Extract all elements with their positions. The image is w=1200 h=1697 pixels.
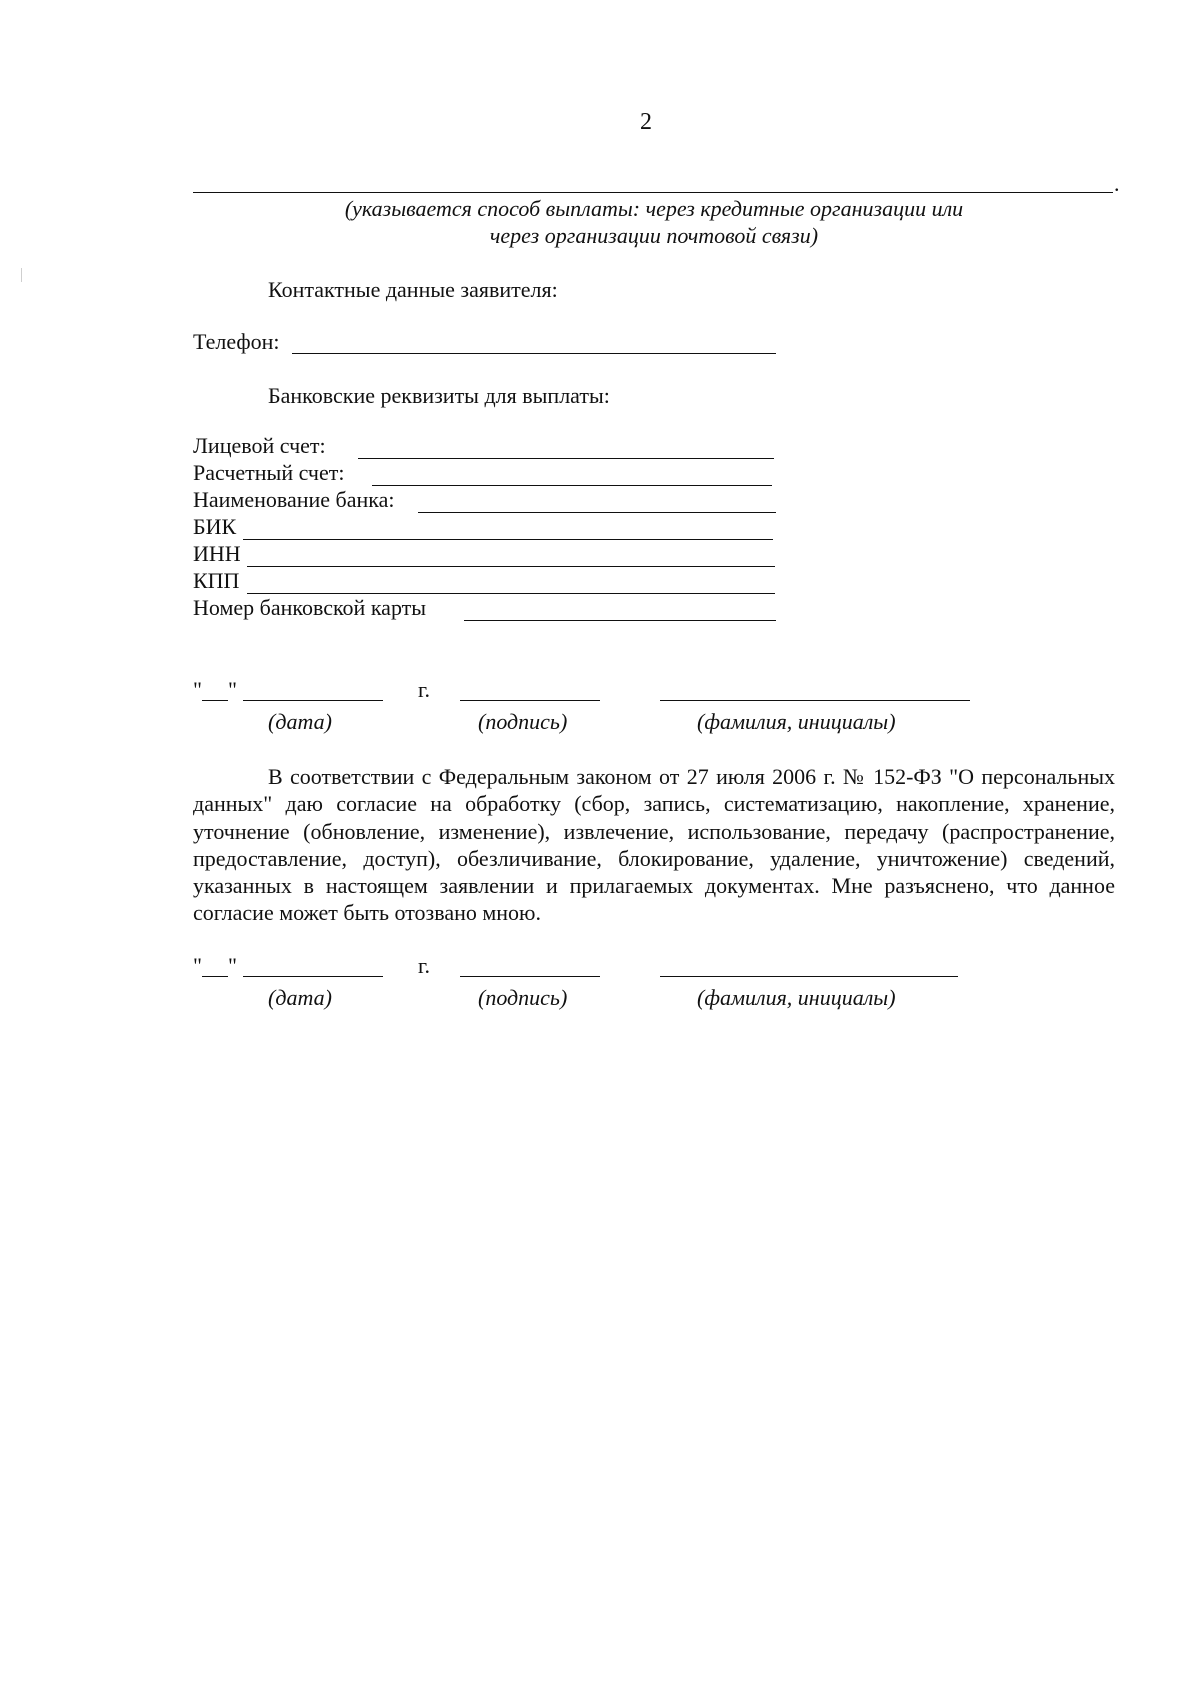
bank-field-kpp-label: КПП bbox=[193, 568, 240, 593]
sig1-name-caption: (фамилия, инициалы) bbox=[697, 709, 896, 734]
sig2-name-line[interactable] bbox=[660, 976, 958, 977]
bank-field-bank-name-line[interactable] bbox=[418, 512, 776, 513]
bank-field-card-number-label: Номер банковской карты bbox=[193, 595, 427, 620]
consent-paragraph bbox=[193, 763, 1115, 927]
payment-method-hint-line1: (указывается способ выплаты: через кредитные организации или bbox=[344, 196, 964, 221]
bank-field-settlement-account-label: Расчетный счет: bbox=[193, 460, 345, 485]
sig1-date-caption: (дата) bbox=[268, 709, 332, 734]
phone-label: Телефон: bbox=[193, 329, 280, 354]
sig1-name-line[interactable] bbox=[660, 700, 970, 701]
sig1-month-line[interactable] bbox=[243, 700, 383, 701]
bank-field-bank-name-label: Наименование банка: bbox=[193, 487, 395, 512]
scan-artifact bbox=[21, 268, 22, 282]
bank-field-settlement-account-line[interactable] bbox=[372, 485, 772, 486]
sig2-signature-line[interactable] bbox=[460, 976, 600, 977]
sig2-year-mark: г. bbox=[418, 953, 431, 978]
sig1-signature-line[interactable] bbox=[460, 700, 600, 701]
bank-field-inn-label: ИНН bbox=[193, 541, 241, 566]
sig1-year-mark: г. bbox=[418, 677, 431, 702]
sig1-quote-open: " bbox=[193, 677, 202, 702]
page-number: 2 bbox=[640, 109, 652, 135]
sig1-day-line[interactable] bbox=[202, 700, 228, 701]
bank-field-personal-account-line[interactable] bbox=[358, 458, 774, 459]
bank-field-bik-line[interactable] bbox=[243, 539, 773, 540]
sig2-quote-close: " bbox=[228, 953, 237, 978]
payment-method-line bbox=[193, 192, 1113, 193]
sig2-date-caption: (дата) bbox=[268, 985, 332, 1010]
bank-field-personal-account-label: Лицевой счет: bbox=[193, 433, 326, 458]
sig1-quote-close: " bbox=[228, 677, 237, 702]
bank-field-bik-label: БИК bbox=[193, 514, 237, 539]
bank-field-card-number-line[interactable] bbox=[464, 620, 776, 621]
bank-heading: Банковские реквизиты для выплаты: bbox=[268, 383, 610, 408]
consent-text: В соответствии с Федеральным законом от 27 июля 2006 г. № 152-ФЗ "О персональных данных" даю согласие на обработку (сбор, запись, систематизацию, накопление, хранение, уточнение (обновление, изменение), извлечение, использование, передачу (распространение, предоставление, доступ), обезличивание, блокирование, удаление, уничтожение) сведений, указанных в настоящем заявлении и прилагаемых документах. Мне разъяснено, что данное согласие может быть отозвано мною. bbox=[193, 764, 1115, 926]
sig2-name-caption: (фамилия, инициалы) bbox=[697, 985, 896, 1010]
sig2-day-line[interactable] bbox=[202, 976, 228, 977]
sig2-signature-caption: (подпись) bbox=[478, 985, 568, 1010]
sig2-quote-open: " bbox=[193, 953, 202, 978]
sig1-signature-caption: (подпись) bbox=[478, 709, 568, 734]
contacts-heading: Контактные данные заявителя: bbox=[268, 277, 558, 302]
sig2-month-line[interactable] bbox=[243, 976, 383, 977]
payment-method-dot: . bbox=[1114, 171, 1120, 196]
bank-field-inn-line[interactable] bbox=[247, 566, 775, 567]
payment-method-hint-line2: через организации почтовой связи) bbox=[489, 223, 819, 248]
phone-input-line[interactable] bbox=[292, 353, 776, 354]
